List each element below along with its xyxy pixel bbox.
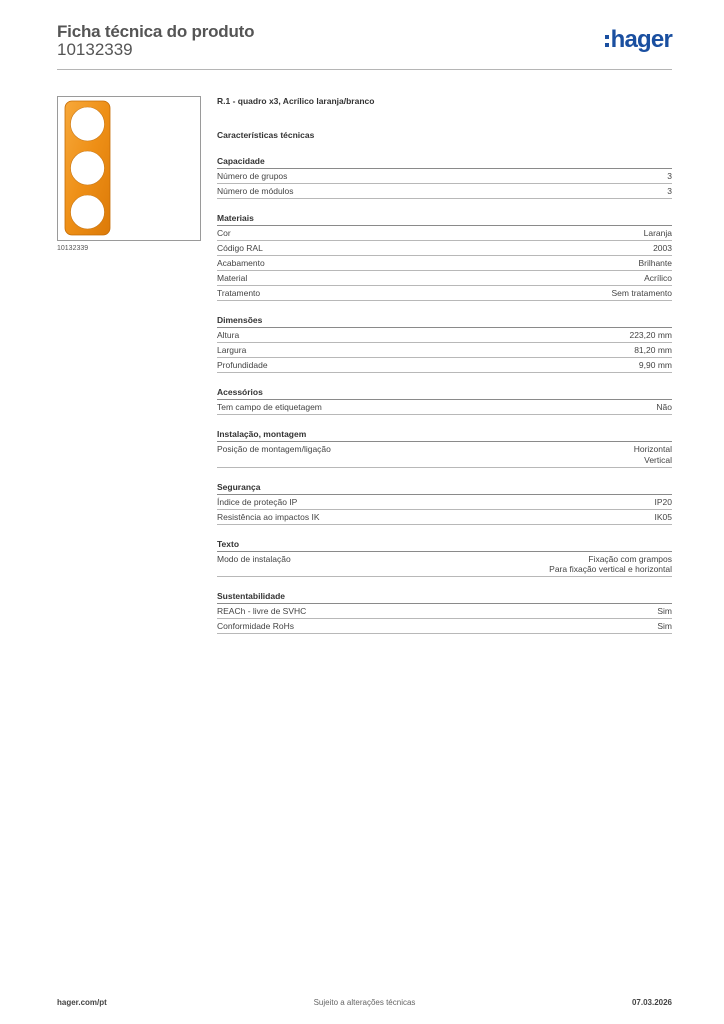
spec-section: [217, 156, 672, 199]
spec-row: [217, 400, 672, 415]
spec-value-line: Laranja: [643, 228, 672, 238]
spec-value-line: 3: [667, 186, 672, 196]
spec-label: Número de módulos: [217, 186, 294, 196]
frame-x3-image: [58, 97, 200, 240]
footer-disclaimer: Sujeito a alterações técnicas: [313, 998, 416, 1007]
frame-opening-2: [71, 151, 105, 185]
product-image: [57, 96, 201, 241]
page-title: Ficha técnica do produto: [57, 22, 255, 41]
spec-value: [549, 554, 672, 575]
spec-value-line: 9,90 mm: [638, 360, 672, 370]
spec-row: [217, 241, 672, 256]
product-name: R.1 - quadro x3, Acrílico laranja/branco: [217, 96, 375, 106]
spec-value: [657, 621, 672, 632]
section-title: Materiais: [217, 213, 672, 226]
spec-value-line: Sem tratamento: [611, 288, 672, 298]
spec-row: [217, 495, 672, 510]
footer-date: 07.03.2026: [631, 998, 672, 1007]
spec-value-line: Não: [656, 402, 672, 412]
spec-row: [217, 328, 672, 343]
spec-label: Tratamento: [217, 288, 261, 298]
spec-section: [217, 429, 672, 468]
spec-label: Modo de instalação: [217, 553, 291, 564]
spec-value-line: Acrílico: [644, 273, 672, 283]
spec-label: Material: [217, 273, 248, 283]
spec-value: [655, 512, 673, 523]
spec-row: [217, 442, 672, 468]
section-title: Dimensões: [217, 315, 672, 328]
spec-value: [653, 243, 672, 254]
tech-heading: Características técnicas: [217, 130, 315, 140]
section-title: Segurança: [217, 482, 672, 495]
logo-dots-icon: [605, 35, 609, 47]
spec-value-line: IK05: [654, 511, 672, 522]
section-title: Instalação, montagem: [217, 429, 672, 442]
spec-value-line: Brilhante: [638, 258, 672, 268]
spec-row: [217, 286, 672, 301]
spec-value: [634, 444, 672, 465]
spec-row: [217, 343, 672, 358]
spec-sections: [217, 156, 672, 634]
spec-label: Posição de montagem/ligação: [217, 444, 331, 454]
spec-row: [217, 271, 672, 286]
spec-content: [217, 96, 672, 634]
spec-section: [217, 539, 672, 578]
spec-value-line: 2003: [653, 243, 672, 253]
hager-logo: [605, 26, 672, 54]
page-header: [57, 20, 672, 70]
spec-value: [657, 606, 672, 617]
spec-label: Tem campo de etiquetagem: [217, 402, 322, 412]
product-code: 10132339: [57, 40, 133, 59]
spec-label: Profundidade: [217, 360, 268, 370]
spec-value: [667, 186, 672, 197]
spec-label: Acabamento: [217, 258, 265, 268]
spec-value: [629, 330, 672, 341]
spec-value-line: Horizontal: [633, 444, 672, 454]
section-title: Acessórios: [217, 387, 672, 400]
spec-value: [638, 258, 672, 269]
spec-label: Número de grupos: [217, 171, 288, 181]
frame-opening-1: [71, 107, 105, 141]
spec-row: [217, 552, 672, 578]
spec-value: [667, 171, 672, 182]
spec-value: [655, 497, 673, 508]
spec-label: Largura: [217, 345, 247, 355]
spec-value-line: Para fixação vertical e horizontal: [549, 564, 672, 574]
spec-label: Cor: [217, 228, 231, 238]
spec-value-line: 3: [667, 171, 672, 181]
logo-text: hager: [610, 26, 672, 53]
spec-section: [217, 315, 672, 373]
spec-row: [217, 226, 672, 241]
spec-row: [217, 169, 672, 184]
spec-value-line: 223,20 mm: [629, 330, 672, 340]
spec-row: [217, 510, 672, 525]
spec-row: [217, 184, 672, 199]
spec-value-line: Sim: [657, 621, 672, 631]
spec-row: [217, 256, 672, 271]
spec-value-line: IP20: [654, 496, 672, 507]
spec-row: [217, 619, 672, 634]
spec-value: [644, 228, 672, 239]
spec-value: [612, 288, 672, 299]
section-title: Texto: [217, 539, 672, 552]
spec-label: REACh - livre de SVHC: [217, 606, 307, 616]
spec-value-line: 81,20 mm: [634, 345, 672, 355]
spec-value: [639, 360, 672, 371]
image-caption: 10132339: [57, 245, 89, 252]
spec-value: [634, 345, 672, 356]
spec-section: [217, 213, 672, 301]
spec-row: [217, 604, 672, 619]
footer-website[interactable]: hager.com/pt: [57, 998, 107, 1007]
spec-row: [217, 358, 672, 373]
spec-label: Código RAL: [217, 243, 263, 253]
section-title: Capacidade: [217, 156, 672, 169]
spec-value: [644, 273, 672, 284]
section-title: Sustentabilidade: [217, 591, 672, 604]
spec-label: Conformidade RoHs: [217, 621, 295, 631]
spec-value-line: Fixação com grampos: [588, 553, 672, 564]
frame-opening-3: [71, 195, 105, 229]
spec-label: Resistência ao impactos IK: [217, 511, 320, 522]
spec-label: Altura: [217, 330, 240, 340]
spec-label: Índice de proteção IP: [217, 496, 298, 507]
spec-value: [656, 402, 672, 413]
spec-section: [217, 387, 672, 415]
spec-section: [217, 591, 672, 634]
spec-value-line: Sim: [657, 606, 672, 616]
spec-section: [217, 482, 672, 525]
spec-value-line: Vertical: [644, 454, 672, 465]
